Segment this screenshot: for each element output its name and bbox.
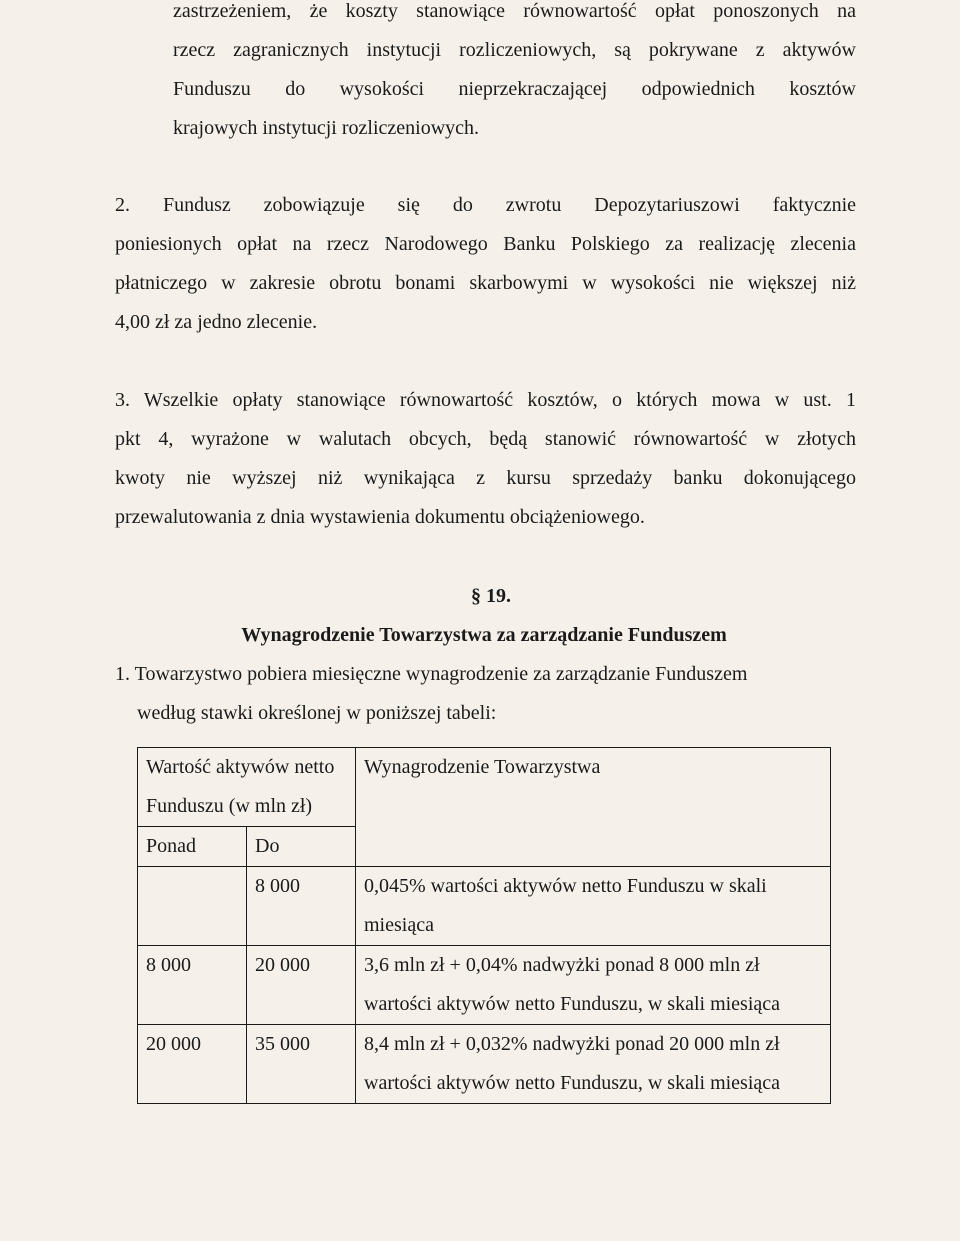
header-fee-cell: Wynagrodzenie Towarzystwa <box>356 748 831 867</box>
cell-fee: 0,045% wartości aktywów netto Funduszu w skali miesiąca <box>356 867 831 946</box>
text-line: Funduszu do wysokości nieprzekraczającej odpowiednich kosztów <box>173 78 856 100</box>
section-title: Wynagrodzenie Towarzystwa za zarządzanie Funduszem <box>241 624 727 646</box>
text-line: przewalutowania z dnia wystawienia dokumentu obciążeniowego. <box>115 506 645 528</box>
text-line: krajowych instytucji rozliczeniowych. <box>173 117 480 139</box>
cell-fee: 3,6 mln zł + 0,04% nadwyżki ponad 8 000 mln zł wartości aktywów netto Funduszu, w skali miesiąca <box>356 946 831 1025</box>
header-to-cell: Do <box>247 827 356 867</box>
text-line: 1. Towarzystwo pobiera miesięczne wynagrodzenie za zarządzanie Funduszem <box>115 663 748 685</box>
header-assets-cell: Wartość aktywów netto Funduszu (w mln zł) <box>138 748 356 827</box>
cell-to: 20 000 <box>247 946 356 1025</box>
paragraph-point-3 <box>115 381 856 537</box>
cell-to: 35 000 <box>247 1025 356 1104</box>
text-line: według stawki określonej w poniższej tabeli: <box>137 702 497 724</box>
table-row <box>138 867 831 946</box>
paragraph-continuation <box>173 0 856 148</box>
paragraph-point-1 <box>115 655 856 733</box>
text-line: 2. Fundusz zobowiązuje się do zwrotu Depozytariuszowi faktycznie <box>115 194 856 216</box>
header-from-cell: Ponad <box>138 827 247 867</box>
cell-from: 8 000 <box>138 946 247 1025</box>
text-line: rzecz zagranicznych instytucji rozliczeniowych, są pokrywane z aktywów <box>173 39 856 61</box>
text-line: płatniczego w zakresie obrotu bonami skarbowymi w wysokości nie większej niż <box>115 272 856 294</box>
text-line: 3. Wszelkie opłaty stanowiące równowartość kosztów, o których mowa w ust. 1 <box>115 389 856 411</box>
paragraph-point-2 <box>115 186 856 342</box>
section-number: § 19. <box>471 585 511 607</box>
text-line: zastrzeżeniem, że koszty stanowiące równowartość opłat ponoszonych na <box>173 0 856 22</box>
text-line: pkt 4, wyrażone w walutach obcych, będą stanowić równowartość w złotych <box>115 428 856 450</box>
table-row <box>138 1025 831 1104</box>
text-line: kwoty nie wyższej niż wynikająca z kursu sprzedaży banku dokonującego <box>115 467 856 489</box>
cell-from: 20 000 <box>138 1025 247 1104</box>
table-row <box>138 946 831 1025</box>
cell-to: 8 000 <box>247 867 356 946</box>
cell-fee: 8,4 mln zł + 0,032% nadwyżki ponad 20 000 mln zł wartości aktywów netto Funduszu, w skali miesiąca <box>356 1025 831 1104</box>
table-header-row <box>138 748 831 827</box>
text-line: poniesionych opłat na rzecz Narodowego Banku Polskiego za realizację zlecenia <box>115 233 856 255</box>
text-line: 4,00 zł za jedno zlecenie. <box>115 311 318 333</box>
cell-from <box>138 867 247 946</box>
fee-table <box>137 747 831 1104</box>
